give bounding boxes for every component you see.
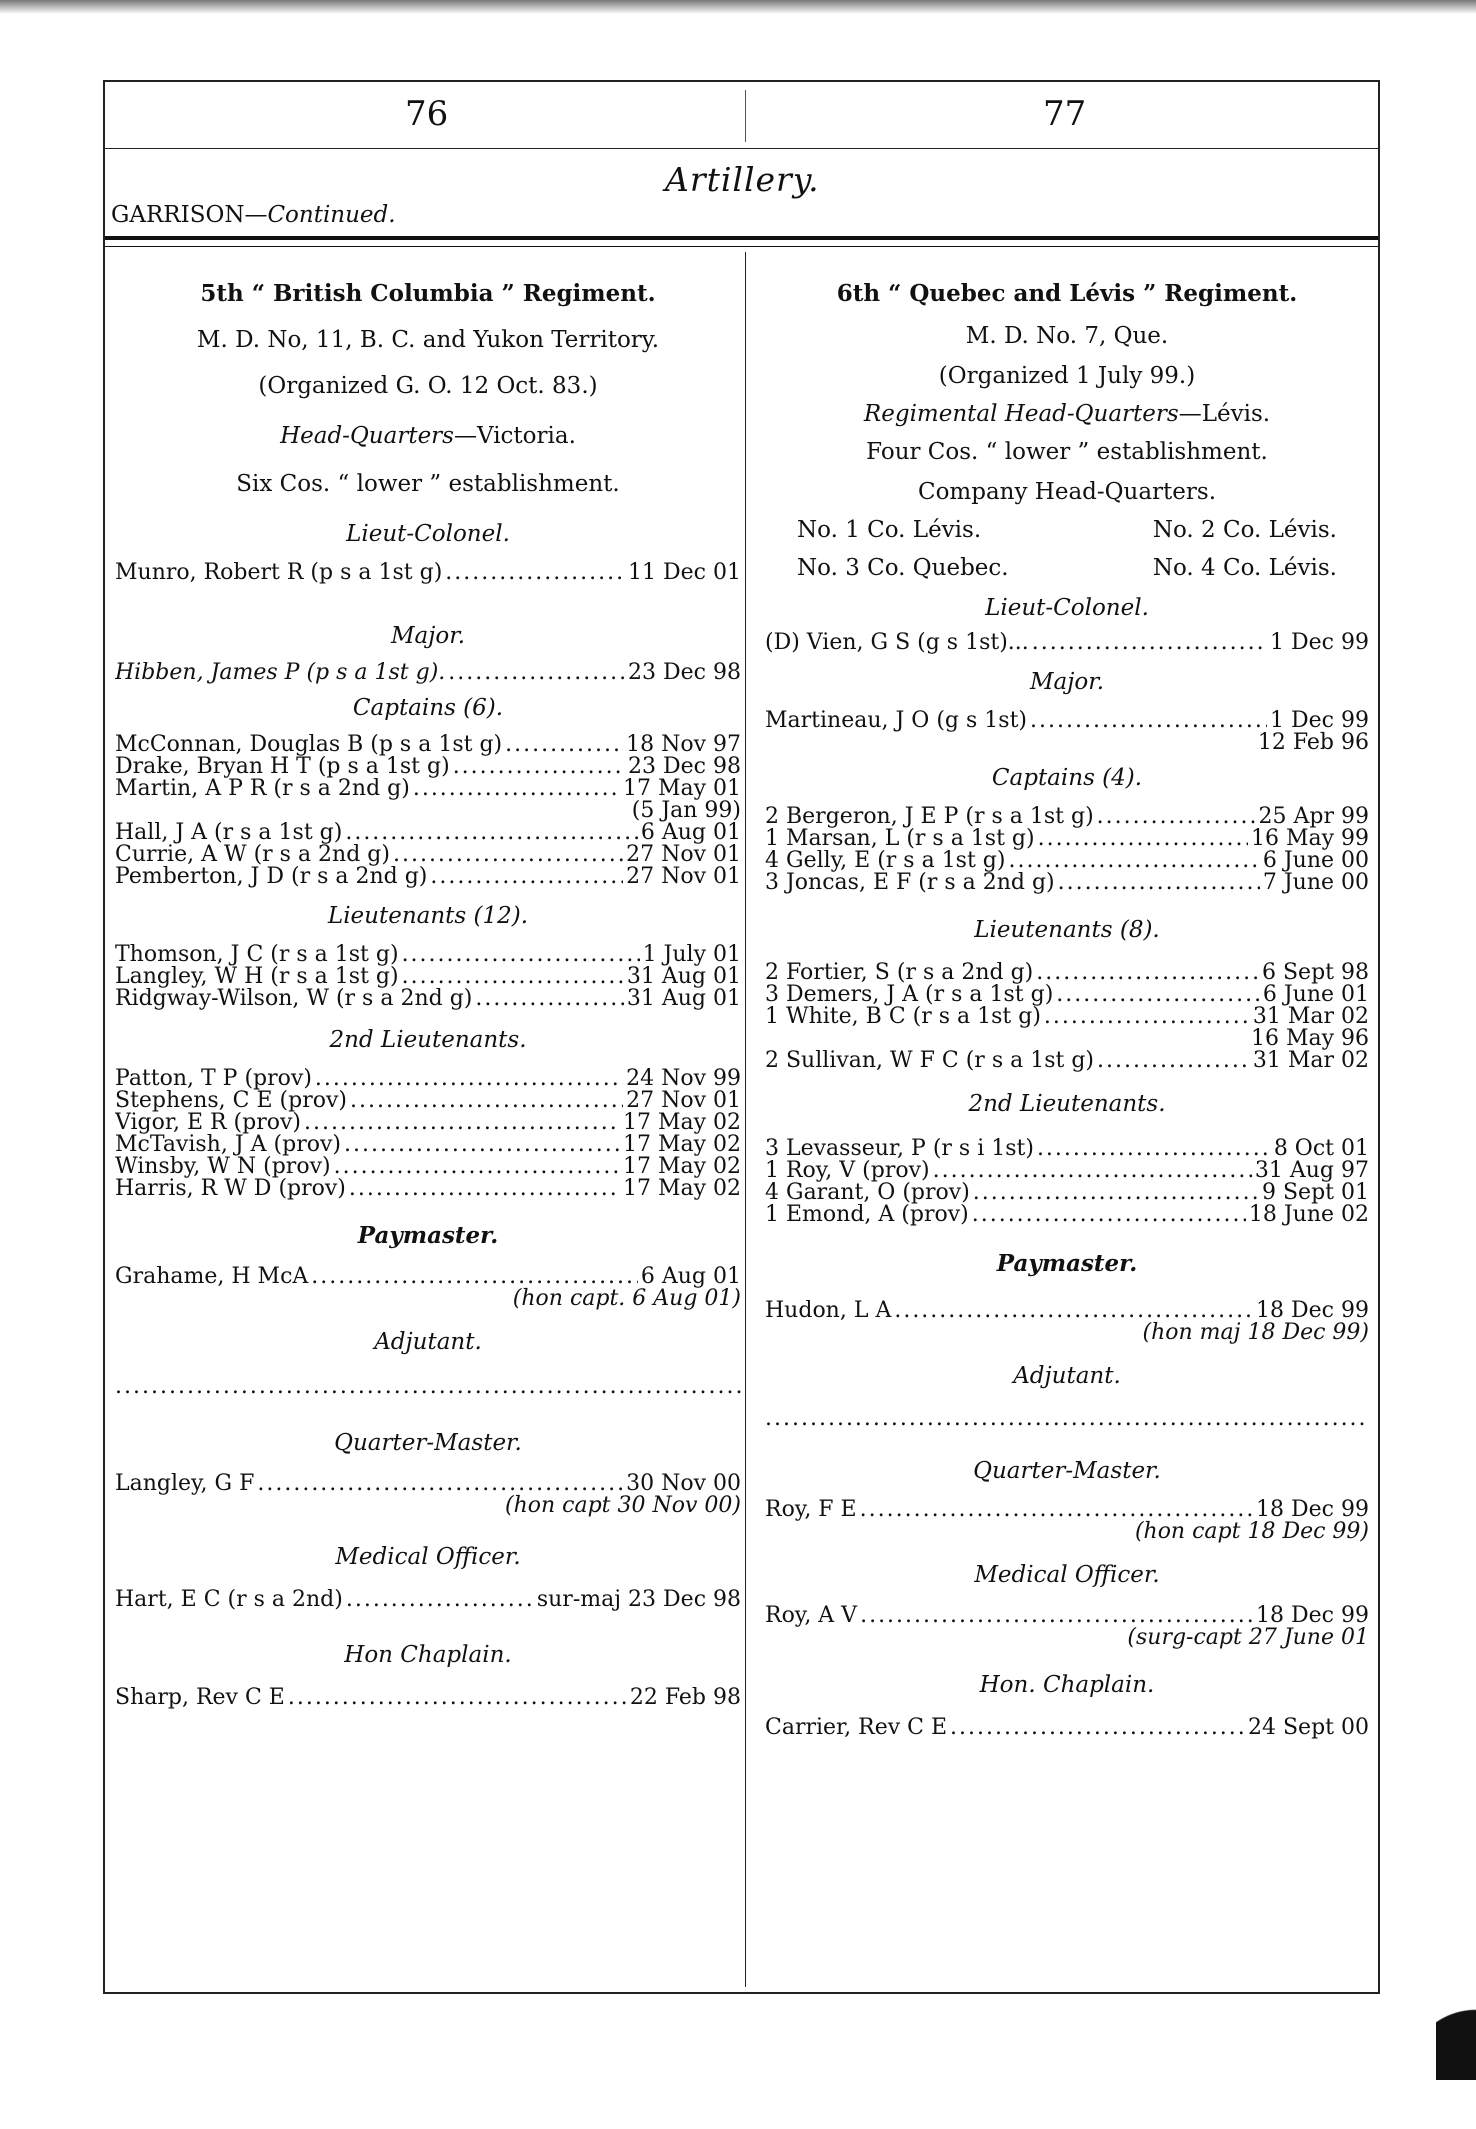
entry-date: 27 Nov 01 — [626, 866, 741, 888]
dot-leader — [350, 1090, 623, 1112]
company-3: No. 3 Co. Quebec. — [797, 555, 1009, 581]
page-number-divider — [745, 90, 746, 142]
list-item — [765, 1204, 1369, 1226]
hq-place: —Lévis. — [1178, 401, 1271, 427]
dot-leader — [448, 662, 625, 684]
entry-name: 1 White, B C (r s a 1st g) — [765, 1006, 1041, 1028]
entry-date: 30 Nov 00 — [626, 1473, 741, 1495]
second-lieutenants-list — [115, 1068, 741, 1200]
company-row — [765, 516, 1369, 544]
dot-leader — [933, 1160, 1252, 1182]
dot-leader — [430, 866, 623, 888]
entry-name: Hall, J A (r s a 1st g) — [115, 822, 343, 844]
entry-name: Martineau, J O (g s 1st) — [765, 710, 1027, 732]
entry-date: 27 Nov 01 — [626, 1090, 741, 1112]
captains-list — [765, 806, 1369, 894]
heading-medical-officer: Medical Officer. — [974, 1562, 1160, 1588]
entry-name: McTavish, J A (prov) — [115, 1134, 341, 1156]
entry-note: (hon capt 18 Dec 99) — [1134, 1519, 1369, 1544]
list-item — [115, 1473, 741, 1495]
entry-note: (surg-capt 27 June 01 — [1127, 1625, 1369, 1650]
heading-paymaster: Paymaster. — [357, 1222, 499, 1249]
entry-date: 18 Nov 97 — [626, 734, 741, 756]
right-page-number: 77 — [1043, 94, 1087, 134]
list-item — [115, 1112, 741, 1134]
dot-leader — [1097, 806, 1256, 828]
entry-date: 18 Dec 99 — [1256, 1605, 1369, 1627]
entry-date: 17 May 01 — [622, 778, 741, 800]
district: M. D. No. 7, Que. — [965, 323, 1169, 349]
list-item — [765, 872, 1369, 894]
list-item — [115, 944, 741, 966]
dot-leader — [1056, 984, 1260, 1006]
establishment: Four Cos. “ lower ” establishment. — [866, 439, 1268, 465]
entry-date: 23 Dec 98 — [628, 662, 741, 684]
list-item — [765, 710, 1369, 732]
dot-leader — [950, 1717, 1245, 1739]
dot-leader — [475, 988, 624, 1010]
dot-leader — [1097, 1050, 1250, 1072]
dot-leader — [972, 1204, 1246, 1226]
entry-name: (D) Vien, G S (g s 1st)... — [765, 632, 1029, 654]
entry-date: 18 June 02 — [1248, 1204, 1369, 1226]
entry-note: (hon capt. 6 Aug 01) — [512, 1286, 741, 1311]
list-item — [765, 1138, 1369, 1160]
entry-name: Harris, R W D (prov) — [115, 1178, 346, 1200]
list-item — [115, 734, 741, 756]
entry-date: 17 May 02 — [622, 1178, 741, 1200]
list-item — [765, 632, 1369, 654]
entry-name: Roy, F E — [765, 1499, 857, 1521]
entry-date: 6 Aug 01 — [640, 822, 741, 844]
entry-date: 27 Nov 01 — [626, 844, 741, 866]
entry-date: 1 Dec 99 — [1270, 632, 1369, 654]
lieutenants-list — [765, 962, 1369, 1072]
dot-leader — [1044, 1006, 1250, 1028]
list-item — [765, 984, 1369, 1006]
second-lieutenants-list — [765, 1138, 1369, 1226]
book-page — [103, 80, 1380, 1994]
entry-name: 3 Levasseur, P (r s i 1st) — [765, 1138, 1034, 1160]
list-item — [115, 966, 741, 988]
dot-leader — [445, 562, 625, 584]
continued-italic: Continued. — [267, 202, 396, 228]
entry-date: 9 Sept 01 — [1262, 1182, 1369, 1204]
right-column — [765, 252, 1369, 1739]
entry-note: (hon maj 18 Dec 99) — [1142, 1320, 1369, 1345]
entry-date: sur-maj 23 Dec 98 — [536, 1589, 741, 1611]
entry-date: 24 Nov 99 — [626, 1068, 741, 1090]
entry-date: 18 Dec 99 — [1256, 1300, 1369, 1322]
entry-note: 16 May 96 — [1250, 1026, 1369, 1051]
entry-date: 17 May 02 — [622, 1156, 741, 1178]
entry-name: Sharp, Rev C E — [115, 1687, 285, 1709]
heading-quarter-master: Quarter-Master. — [973, 1458, 1161, 1484]
company-4: No. 4 Co. Lévis. — [1152, 555, 1337, 581]
entry-name: Carrier, Rev C E — [765, 1717, 948, 1739]
entry-name: 2 Bergeron, J E P (r s a 1st g) — [765, 806, 1094, 828]
list-item — [115, 1178, 741, 1200]
top-rule — [105, 80, 1378, 82]
heading-adjutant: Adjutant. — [374, 1329, 482, 1355]
adjutant-blank — [115, 1374, 741, 1399]
dot-leader — [1037, 1138, 1271, 1160]
section-title: Artillery. — [665, 160, 820, 199]
entry-name: Currie, A W (r s a 2nd g) — [115, 844, 390, 866]
entry-name: Hibben, James P (p s a 1st g). — [115, 662, 446, 684]
left-column — [115, 252, 741, 1709]
dot-leader — [257, 1473, 623, 1495]
thin-rule — [105, 246, 1378, 247]
dot-leader — [1032, 632, 1267, 654]
entry-name: McConnan, Douglas B (p s a 1st g) — [115, 734, 503, 756]
list-item — [115, 1090, 741, 1112]
entry-name: Winsby, W N (prov) — [115, 1156, 331, 1178]
adjutant-blank — [765, 1406, 1369, 1431]
list-item — [765, 850, 1369, 872]
entry-date: 1 July 01 — [642, 944, 741, 966]
list-item — [765, 1605, 1369, 1627]
entry-name: 1 Marsan, L (r s a 1st g) — [765, 828, 1035, 850]
list-item — [765, 1499, 1369, 1521]
hq-place: —Victoria. — [453, 423, 576, 449]
dot-leader — [402, 966, 624, 988]
entry-note: 12 Feb 96 — [1257, 730, 1369, 755]
heading-lieut-colonel: Lieut-Colonel. — [985, 595, 1149, 621]
heading-major: Major. — [1029, 669, 1105, 695]
entry-name: 3 Joncas, E F (r s a 2nd g) — [765, 872, 1055, 894]
entry-name: Thomson, J C (r s a 1st g) — [115, 944, 399, 966]
entry-name: Langley, G F — [115, 1473, 255, 1495]
company-1: No. 1 Co. Lévis. — [797, 517, 982, 543]
entry-date: 1 Dec 99 — [1270, 710, 1369, 732]
heading-lieutenants: Lieutenants (8). — [974, 917, 1160, 943]
list-item — [765, 1182, 1369, 1204]
entry-date: 23 Dec 98 — [628, 756, 741, 778]
list-item — [115, 1156, 741, 1178]
entry-date: 8 Oct 01 — [1273, 1138, 1369, 1160]
list-item — [115, 778, 741, 800]
entry-name: Hudon, L A — [765, 1300, 892, 1322]
entry-date: 31 Mar 02 — [1252, 1050, 1369, 1072]
heading-quarter-master: Quarter-Master. — [334, 1430, 522, 1456]
entry-name: Langley, W H (r s a 1st g) — [115, 966, 399, 988]
list-item — [115, 662, 741, 684]
district: M. D. No, 11, B. C. and Yukon Territory. — [196, 327, 660, 353]
company-2: No. 2 Co. Lévis. — [1152, 517, 1337, 543]
entry-name: Drake, Bryan H T (p s a 1st g) — [115, 756, 450, 778]
list-item — [765, 1006, 1369, 1028]
entry-date: 6 Sept 98 — [1262, 962, 1369, 984]
entry-name: Pemberton, J D (r s a 2nd g) — [115, 866, 428, 888]
list-item — [765, 962, 1369, 984]
dot-leader — [453, 756, 625, 778]
headquarters — [765, 400, 1369, 428]
entry-note: (hon capt 30 Nov 00) — [505, 1493, 741, 1518]
header-rule — [105, 148, 1378, 149]
dot-leader — [393, 844, 623, 866]
organized: (Organized 1 July 99.) — [938, 363, 1196, 389]
hq-label: Regimental Head-Quarters — [863, 401, 1179, 427]
organized: (Organized G. O. 12 Oct. 83.) — [258, 373, 598, 399]
list-item — [765, 1717, 1369, 1739]
entry-date: 25 Apr 99 — [1258, 806, 1369, 828]
dot-leader — [349, 1178, 620, 1200]
dot-leader — [288, 1687, 627, 1709]
entry-name: 4 Gelly, E (r s a 1st g) — [765, 850, 1006, 872]
captains-list — [115, 734, 741, 888]
list-item — [115, 844, 741, 866]
entry-name: 4 Garant, O (prov) — [765, 1182, 970, 1204]
heading-lieutenants: Lieutenants (12). — [327, 903, 529, 929]
heading-medical-officer: Medical Officer. — [335, 1544, 521, 1570]
entry-name: 2 Sullivan, W F C (r s a 1st g) — [765, 1050, 1095, 1072]
entry-name: Vigor, E R (prov) — [115, 1112, 302, 1134]
entry-name: Martin, A P R (r s a 2nd g) — [115, 778, 410, 800]
hq-label: Head-Quarters — [280, 423, 454, 449]
list-item — [765, 828, 1369, 850]
dot-leader — [402, 944, 640, 966]
dot-leader — [1036, 962, 1259, 984]
entry-name: Ridgway-Wilson, W (r s a 2nd g) — [115, 988, 473, 1010]
list-item — [115, 1687, 741, 1709]
heading-hon-chaplain: Hon. Chaplain. — [979, 1672, 1155, 1698]
list-item — [115, 1134, 741, 1156]
continued-label — [111, 202, 396, 228]
entry-date: 17 May 02 — [622, 1112, 741, 1134]
dot-leader — [1008, 850, 1259, 872]
dot-leader — [344, 1134, 620, 1156]
heading-captains: Captains (6). — [352, 695, 504, 721]
heading-paymaster: Paymaster. — [996, 1250, 1138, 1277]
company-row — [765, 554, 1369, 582]
thick-rule — [105, 236, 1378, 240]
company-hq-heading: Company Head-Quarters. — [917, 479, 1217, 505]
entry-name: Grahame, H McA — [115, 1266, 309, 1288]
list-item — [765, 806, 1369, 828]
entry-name: Hart, E C (r s a 2nd) — [115, 1589, 343, 1611]
dot-leader — [860, 1605, 1253, 1627]
list-item — [115, 988, 741, 1010]
establishment: Six Cos. “ lower ” establishment. — [236, 471, 620, 497]
heading-lieut-colonel: Lieut-Colonel. — [346, 521, 510, 547]
regiment-title: 6th “ Quebec and Lévis ” Regiment. — [836, 280, 1298, 307]
entry-date: 22 Feb 98 — [629, 1687, 741, 1709]
list-item — [115, 822, 741, 844]
entry-date: 16 May 99 — [1250, 828, 1369, 850]
lieutenants-list — [115, 944, 741, 1010]
dot-leader — [505, 734, 623, 756]
page-top-edge — [0, 0, 1476, 14]
headquarters — [115, 422, 741, 450]
dot-leader — [334, 1156, 620, 1178]
column-divider — [745, 252, 746, 1987]
heading-major: Major. — [390, 623, 466, 649]
entry-name: Patton, T P (prov) — [115, 1068, 312, 1090]
list-item — [115, 562, 741, 584]
list-item — [765, 1300, 1369, 1322]
entry-name: 3 Demers, J A (r s a 1st g) — [765, 984, 1054, 1006]
entry-name: Roy, A V — [765, 1605, 858, 1627]
regiment-title: 5th “ British Columbia ” Regiment. — [200, 280, 656, 307]
list-item — [115, 1068, 741, 1090]
dot-leader — [1038, 828, 1248, 850]
entry-date: 31 Aug 97 — [1254, 1160, 1369, 1182]
list-item — [765, 1160, 1369, 1182]
entry-note: (5 Jan 99) — [631, 798, 741, 823]
list-item — [115, 1266, 741, 1288]
entry-date: 24 Sept 00 — [1248, 1717, 1369, 1739]
dot-leader — [1058, 872, 1260, 894]
list-item — [115, 866, 741, 888]
entry-name: 1 Roy, V (prov) — [765, 1160, 930, 1182]
dot-leader — [304, 1112, 620, 1134]
dot-leader — [311, 1266, 638, 1288]
dot-leader — [894, 1300, 1253, 1322]
entry-date: 7 June 00 — [1262, 872, 1369, 894]
entry-name: Munro, Robert R (p s a 1st g) — [115, 562, 443, 584]
heading-adjutant: Adjutant. — [1013, 1363, 1121, 1389]
dot-leader — [345, 822, 638, 844]
garrison-label: GARRISON— — [111, 202, 268, 228]
dot-leader — [346, 1589, 534, 1611]
entry-date: 31 Mar 02 — [1252, 1006, 1369, 1028]
entry-date: 31 Aug 01 — [626, 966, 741, 988]
entry-date: 31 Aug 01 — [626, 988, 741, 1010]
heading-hon-chaplain: Hon Chaplain. — [344, 1642, 512, 1668]
list-item — [115, 1589, 741, 1611]
heading-2nd-lieutenants: 2nd Lieutenants. — [968, 1091, 1166, 1117]
heading-captains: Captains (4). — [991, 765, 1143, 791]
entry-date: 6 June 00 — [1262, 850, 1369, 872]
entry-name: 1 Emond, A (prov) — [765, 1204, 969, 1226]
entry-name: 2 Fortier, S (r s a 2nd g) — [765, 962, 1034, 984]
entry-date: 11 Dec 01 — [628, 562, 741, 584]
entry-date: 18 Dec 99 — [1256, 1499, 1369, 1521]
entry-date: 6 Aug 01 — [640, 1266, 741, 1288]
dot-leader — [315, 1068, 623, 1090]
entry-date: 6 June 01 — [1262, 984, 1369, 1006]
entry-name: Stephens, C E (prov) — [115, 1090, 347, 1112]
dot-leader — [973, 1182, 1259, 1204]
list-item — [115, 756, 741, 778]
dot-leader — [860, 1499, 1253, 1521]
dot-leader — [1030, 710, 1267, 732]
heading-2nd-lieutenants: 2nd Lieutenants. — [329, 1027, 527, 1053]
left-page-number: 76 — [405, 94, 449, 134]
dot-leader — [413, 778, 620, 800]
list-item — [765, 1050, 1369, 1072]
page-corner-shadow — [1436, 1960, 1476, 2080]
entry-date: 17 May 02 — [622, 1134, 741, 1156]
